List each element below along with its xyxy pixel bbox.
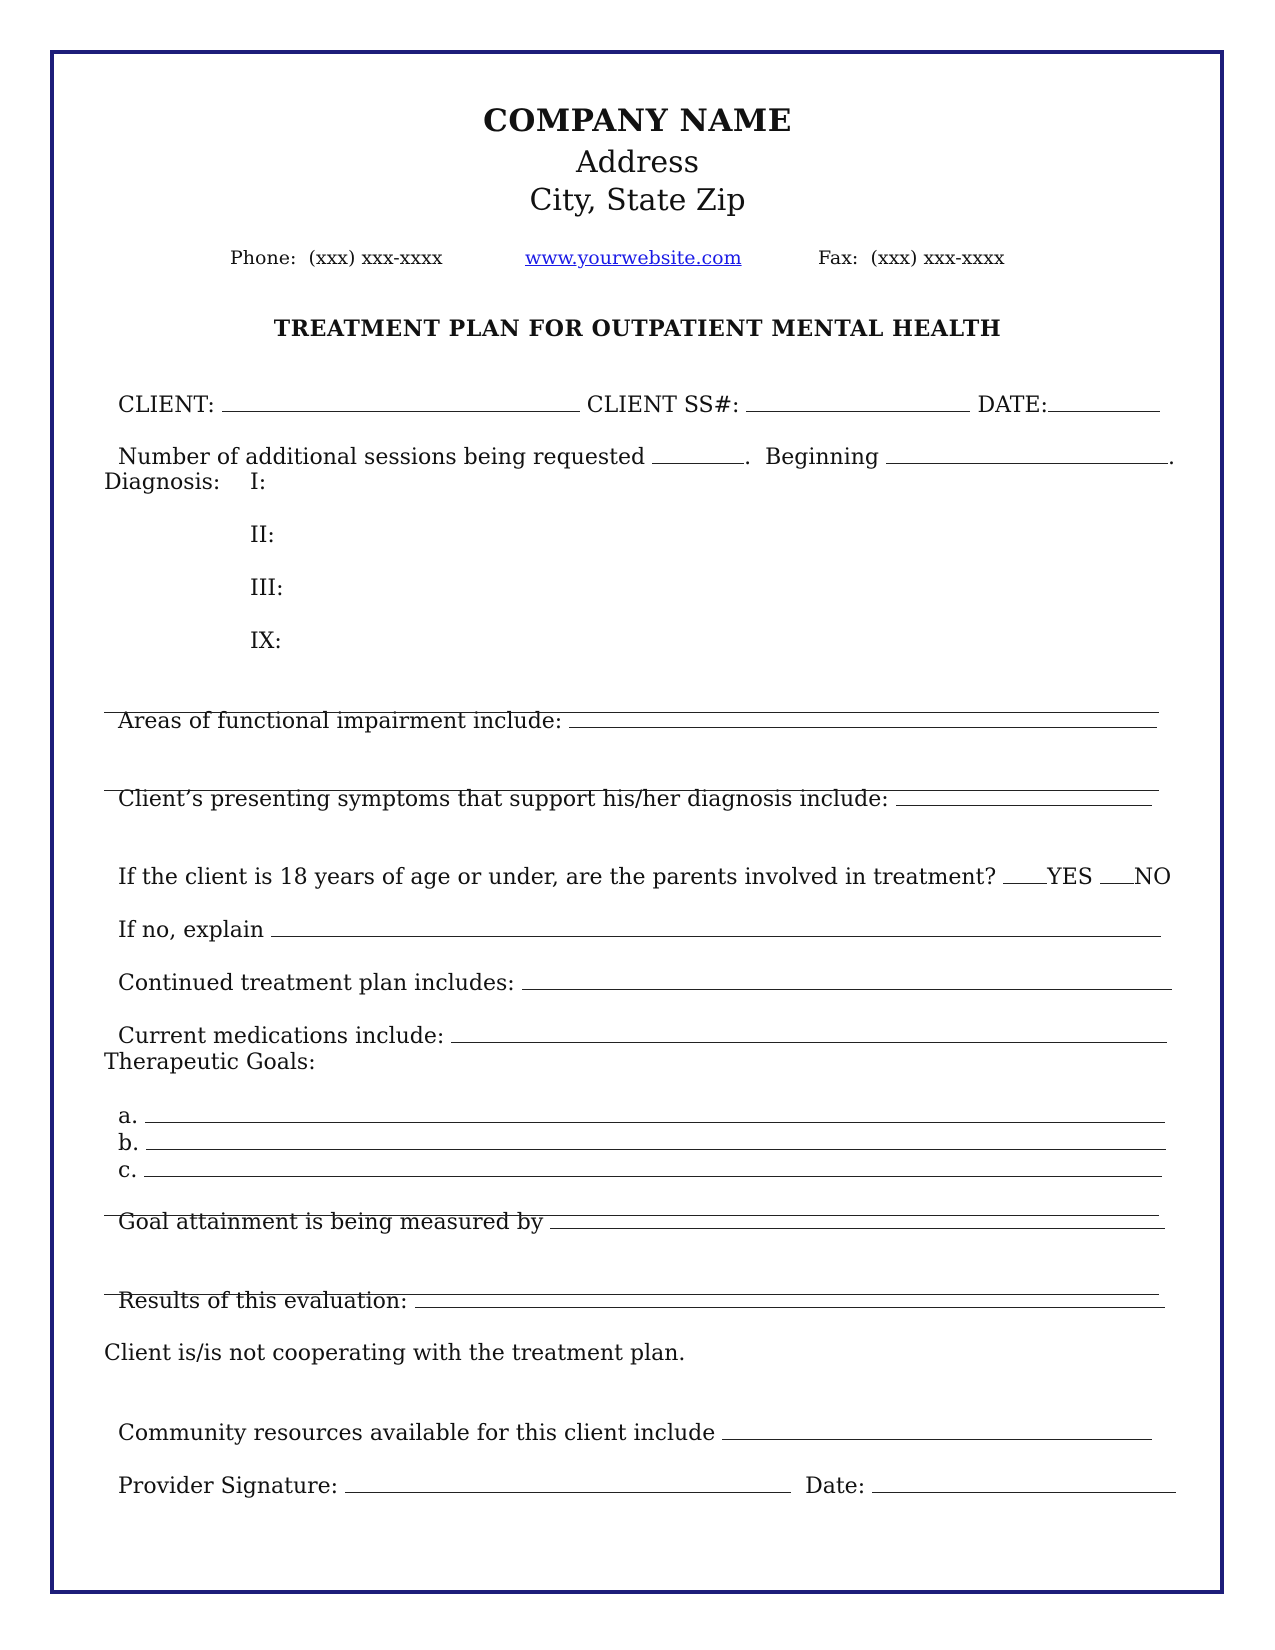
signature-field[interactable] (345, 1472, 791, 1493)
signature-label: Provider Signature: (118, 1474, 339, 1499)
goal-b-label: b. (118, 1131, 140, 1156)
continued-row (104, 944, 1172, 996)
fax-contact (818, 247, 1005, 269)
goals-label: Therapeutic Goals: (104, 1050, 316, 1075)
company-name: COMPANY NAME (483, 103, 792, 139)
symptoms-field-line-2[interactable] (104, 790, 1159, 791)
results-row (104, 1262, 1165, 1314)
community-row (104, 1394, 1152, 1446)
measured-row (104, 1183, 1165, 1235)
explain-row (104, 891, 1161, 943)
goal-c-label: c. (118, 1158, 138, 1183)
yes-field[interactable] (1003, 863, 1047, 884)
parents-row (104, 838, 1171, 890)
client-ss-label: CLIENT SS#: (586, 393, 740, 418)
fax-value: (xxx) xxx-xxxx (870, 247, 1005, 269)
symptoms-row (104, 760, 1152, 812)
website-link[interactable]: www.yourwebsite.com (525, 247, 742, 269)
date-field[interactable] (1048, 391, 1160, 412)
client-ss-field[interactable] (746, 391, 970, 412)
measured-field[interactable] (550, 1208, 1165, 1229)
no-label: NO (1133, 865, 1172, 890)
form-title: TREATMENT PLAN FOR OUTPATIENT MENTAL HEALTH (273, 316, 1002, 342)
goal-c-row (104, 1131, 1162, 1183)
phone-value: (xxx) xxx-xxxx (308, 247, 443, 269)
signature-row (104, 1447, 1176, 1499)
sessions-label: Number of additional sessions being requested (118, 445, 646, 470)
symptoms-field[interactable] (896, 785, 1152, 806)
impairment-row (104, 682, 1157, 734)
signature-date-label: Date: (805, 1474, 866, 1499)
sessions-row: Number of additional sessions being requested . Beginning . (118, 445, 1176, 470)
measured-field-line-2[interactable] (104, 1215, 1159, 1216)
parents-label: If the client is 18 years of age or under, are the parents involved in treatment? (118, 865, 997, 890)
company-city: City, State Zip (529, 183, 746, 218)
explain-label: If no, explain (118, 918, 265, 943)
phone-contact (230, 247, 443, 269)
beginning-field[interactable] (886, 443, 1168, 464)
measured-label: Goal attainment is being measured by (118, 1210, 544, 1235)
explain-field[interactable] (271, 916, 1161, 937)
results-label: Results of this evaluation: (118, 1289, 408, 1314)
diagnosis-axis-2: II: (250, 523, 275, 548)
no-field[interactable] (1100, 863, 1134, 884)
continued-field[interactable] (522, 969, 1172, 990)
fax-label: Fax: (818, 247, 859, 269)
continued-label: Continued treatment plan includes: (118, 971, 515, 996)
client-field[interactable] (222, 391, 580, 412)
company-address: Address (576, 145, 699, 180)
impairment-field[interactable] (569, 707, 1157, 728)
community-label: Community resources available for this client include (118, 1421, 716, 1446)
client-row (104, 366, 1160, 418)
diagnosis-axis-3: III: (250, 576, 284, 601)
impairment-field-line-2[interactable] (104, 712, 1159, 713)
diagnosis-label: Diagnosis: (104, 470, 221, 495)
community-field[interactable] (722, 1419, 1152, 1440)
phone-label: Phone: (230, 247, 297, 269)
medications-row (104, 997, 1167, 1049)
date-label: DATE: (977, 393, 1048, 418)
impairment-label: Areas of functional impairment include: (118, 709, 563, 734)
goal-c-field[interactable] (144, 1156, 1162, 1177)
signature-date-field[interactable] (872, 1472, 1176, 1493)
results-field-line-2[interactable] (104, 1294, 1159, 1295)
medications-label: Current medications include: (118, 1024, 445, 1049)
diagnosis-axis-1: I: (250, 470, 267, 495)
medications-field[interactable] (451, 1022, 1167, 1043)
beginning-label: Beginning (765, 445, 880, 470)
sessions-field[interactable] (652, 443, 744, 464)
yes-label: YES (1047, 865, 1093, 890)
results-field[interactable] (415, 1287, 1165, 1308)
symptoms-label: Client’s presenting symptoms that support his/her diagnosis include: (118, 787, 889, 812)
goal-a-label: a. (118, 1104, 139, 1129)
cooperating-text: Client is/is not cooperating with the treatment plan. (104, 1341, 686, 1366)
client-label: CLIENT: (118, 393, 215, 418)
diagnosis-axis-4: IX: (250, 629, 282, 654)
